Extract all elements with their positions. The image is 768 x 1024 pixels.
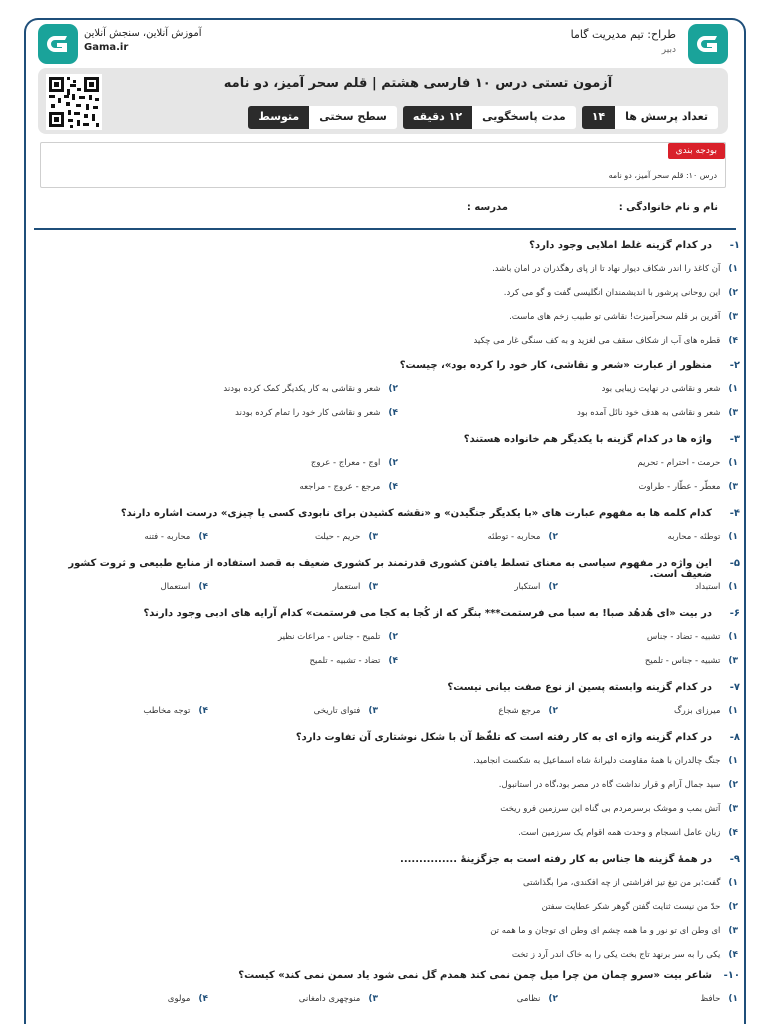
option-text: مولوی: [167, 994, 191, 1004]
option-number: ۲): [728, 902, 738, 912]
question-number: -۳: [729, 434, 740, 445]
question-item: [40, 558, 740, 592]
option-text: آتش بمب و موشک برسرمردم بی گناه این سرزمین فرو ریخت: [500, 804, 721, 814]
option-number: ۴): [388, 482, 398, 492]
header-divider: [34, 228, 736, 230]
answer-option[interactable]: [645, 656, 738, 666]
option-text: فتوای تاریخی: [313, 706, 361, 716]
option-text: یکی را به سر برنهد تاج بخت یکی را به خاک اندر آرد ز تخت: [511, 950, 721, 960]
answer-option[interactable]: [518, 828, 738, 838]
option-text: شعر و نقاشی کار خود را تمام کرده بودند: [235, 408, 381, 418]
option-number: ۱): [728, 756, 738, 766]
option-number: ۲): [548, 994, 558, 1004]
question-number: -۸: [729, 732, 740, 743]
option-number: ۲): [728, 288, 738, 298]
student-name-label: نام و نام خانوادگی :: [618, 202, 718, 213]
question-number: -۶: [729, 608, 740, 619]
budget-text: درس ۱۰: قلم سحر آمیز، دو نامه: [608, 171, 717, 180]
answer-option[interactable]: [542, 902, 738, 912]
answer-option[interactable]: [695, 582, 738, 592]
answer-option[interactable]: [490, 926, 738, 936]
chip-label: سطح سختی: [309, 106, 397, 129]
option-number: ۳): [728, 312, 738, 322]
question-text: در کدام گزینه واژه ای به کار رفته است که تلفّظ آن با شکل نوشتاری آن تفاوت دارد؟: [295, 732, 712, 743]
chip-duration: [403, 106, 576, 129]
answer-option[interactable]: [310, 656, 398, 666]
answer-option[interactable]: [577, 408, 738, 418]
option-text: معطّر - عطّار - طراوت: [638, 482, 721, 492]
chip-label: تعداد پرسش ها: [615, 106, 718, 129]
question-number: -۷: [729, 682, 740, 693]
chip-question-count: [582, 106, 718, 129]
option-text: اوج - معراج - عروج: [310, 458, 381, 468]
question-number: -۱۰: [723, 970, 740, 981]
chip-value: ۱۴: [582, 106, 615, 129]
question-stem: [40, 970, 740, 981]
question-text: در همهٔ گزینه ها جناس به کار رفته است به جزگزینهٔ ...............: [400, 854, 712, 865]
question-stem: [40, 558, 740, 580]
option-number: ۴): [728, 336, 738, 346]
option-number: ۲): [388, 458, 398, 468]
answer-option[interactable]: [299, 994, 378, 1004]
question-stem: [40, 608, 740, 619]
option-number: ۳): [368, 532, 378, 542]
budget-tag: بودجه بندی: [668, 143, 725, 159]
option-number: ۳): [368, 994, 378, 1004]
option-number: ۱): [728, 458, 738, 468]
question-text: در کدام گزینه وابسته پسین از نوع صفت بیانی نیست؟: [447, 682, 712, 693]
designer-role: دبیر: [661, 45, 676, 55]
answer-option[interactable]: [602, 384, 738, 394]
chip-label: مدت پاسخگویی: [472, 106, 576, 129]
option-number: ۳): [728, 408, 738, 418]
answer-option[interactable]: [311, 458, 398, 468]
option-text: تشبیه - جناس - تلمیح: [644, 656, 721, 666]
question-item: [40, 970, 740, 1004]
option-number: ۲): [728, 780, 738, 790]
answer-option[interactable]: [498, 706, 558, 716]
answer-option[interactable]: [143, 706, 208, 716]
option-text: حرمت - احترام - تحریم: [637, 458, 721, 468]
question-stem: [40, 240, 740, 251]
option-number: ۴): [198, 994, 208, 1004]
answer-option[interactable]: [473, 756, 738, 766]
option-text: شعر و نقاشی در نهایت زیبایی بود: [601, 384, 721, 394]
question-stem: [40, 682, 740, 693]
answer-option[interactable]: [488, 532, 558, 542]
question-text: کدام کلمه ها به مفهوم عبارت های «با یکدیگر جنگیدن» و «نقشه کشیدن برای نابودی کسی یا چیزی» درست اشاره دارند؟: [120, 508, 712, 519]
option-text: مرجع - عروج - مراجعه: [299, 482, 381, 492]
question-number: -۹: [729, 854, 740, 865]
option-number: ۲): [548, 582, 558, 592]
option-text: نظامی: [516, 994, 541, 1004]
answer-option[interactable]: [523, 878, 738, 888]
option-text: حریم - حیلت: [314, 532, 361, 542]
question-item: [40, 854, 740, 960]
option-number: ۱): [728, 632, 738, 642]
option-text: زبان عامل انسجام و وحدت همه اقوام یک سرزمین است.: [518, 828, 721, 838]
budget-box: [40, 142, 726, 188]
option-number: ۳): [728, 926, 738, 936]
answer-option[interactable]: [168, 994, 208, 1004]
question-item: [40, 682, 740, 716]
answer-option[interactable]: [314, 706, 378, 716]
question-item: [40, 240, 740, 346]
option-number: ۱): [728, 384, 738, 394]
option-text: توطئه - محاربه: [667, 532, 721, 542]
exam-chips: [248, 106, 718, 129]
question-text: در کدام گزینه غلط املایی وجود دارد؟: [529, 240, 712, 251]
option-text: استکبار: [514, 582, 541, 592]
option-number: ۱): [728, 532, 738, 542]
option-text: تشبیه - تضاد - جناس: [646, 632, 721, 642]
question-stem: [40, 732, 740, 743]
question-number: -۴: [729, 508, 740, 519]
option-text: حدّ من نیست ثنایت گفتن گوهر شکر عطایت سفتن: [541, 902, 721, 912]
answer-option[interactable]: [278, 632, 398, 642]
question-text: در بیت «ای هُدهُد صبا! به سبا می فرستمت*** بنگر که از کُجا به کجا می فرستمت» کدام آرایه های ادبی وجود دارند؟: [143, 608, 712, 619]
exam-title: آزمون تستی درس ۱۰ فارسی هشتم | قلم سحر آمیز، دو نامه: [223, 76, 613, 91]
site-title: آموزش آنلاین، سنجش آنلاین: [84, 28, 202, 39]
chip-value: ۱۲ دقیقه: [403, 106, 472, 129]
page-header: [30, 22, 732, 68]
option-number: ۳): [368, 582, 378, 592]
option-number: ۴): [198, 706, 208, 716]
option-number: ۱): [728, 878, 738, 888]
option-number: ۲): [388, 384, 398, 394]
question-text: شاعر بیت «سرو چمان من چرا میل چمن نمی کند همدم گل نمی شود یاد سمن نمی کند» کیست؟: [238, 970, 712, 981]
question-text: این واژه در مفهوم سیاسی به معنای تسلط یافتن کشوری قدرتمند بر کشوری ضعیف به قصد استفاده از منابع طبیعی و ثروت کشور ضعیف است.: [68, 558, 712, 580]
answer-option[interactable]: [499, 780, 738, 790]
option-number: ۳): [368, 706, 378, 716]
answer-option[interactable]: [315, 532, 378, 542]
question-stem: [40, 508, 740, 519]
option-text: ای وطن ای تو نور و ما همه چشم ای وطن ای توجان و ما همه تن: [490, 926, 721, 936]
answer-option[interactable]: [223, 384, 398, 394]
option-text: آن کاغذ را اندر شکاف دیوار نهاد تا از پای رهگذران در امان باشد.: [492, 264, 721, 274]
option-text: شعر و نقاشی به هدف خود نائل آمده بود: [577, 408, 721, 418]
option-number: ۴): [198, 582, 208, 592]
option-text: تضاد - تشبیه - تلمیح: [309, 656, 381, 666]
option-number: ۴): [388, 656, 398, 666]
option-text: محاربه - توطئه: [487, 532, 541, 542]
chip-difficulty: [248, 106, 396, 129]
option-text: این روحانی پرشور با اندیشمندان انگلیسی گفت و گو می کرد.: [503, 288, 721, 298]
question-item: [40, 508, 740, 542]
question-text: منظور از عبارت «شعر و نقاشی، کار خود را کرده بود»، چیست؟: [399, 360, 712, 371]
option-text: گفت:بر من تیغ تیز افراشتی از چه افکندی، مرا بگذاشتی: [523, 878, 721, 888]
option-number: ۴): [198, 532, 208, 542]
option-text: میرزای بزرگ: [673, 706, 721, 716]
answer-option[interactable]: [517, 994, 558, 1004]
option-text: منوچهری دامغانی: [298, 994, 361, 1004]
answer-option[interactable]: [700, 994, 738, 1004]
option-number: ۱): [728, 582, 738, 592]
option-text: استبداد: [695, 582, 721, 592]
answer-option[interactable]: [235, 408, 398, 418]
option-text: توجه مخاطب: [143, 706, 191, 716]
option-number: ۴): [388, 408, 398, 418]
option-text: قطره های آب از شکاف سقف می لغزید و به کف سنگی غار می چکید: [473, 336, 721, 346]
option-number: ۳): [728, 482, 738, 492]
question-number: -۱: [729, 240, 740, 251]
question-stem: [40, 360, 740, 371]
answer-option[interactable]: [144, 532, 208, 542]
answer-option[interactable]: [473, 336, 738, 346]
answer-option[interactable]: [333, 582, 378, 592]
school-label: مدرسه :: [466, 202, 508, 213]
question-item: [40, 434, 740, 492]
answer-option[interactable]: [492, 264, 738, 274]
question-item: [40, 608, 740, 666]
answer-option[interactable]: [509, 312, 738, 322]
option-text: استعمال: [160, 582, 191, 592]
option-text: مرجع شجاع: [498, 706, 541, 716]
designer-line: طراح: تیم مدیریت گاما: [570, 28, 676, 41]
option-number: ۳): [728, 804, 738, 814]
answer-option[interactable]: [300, 482, 398, 492]
question-item: [40, 732, 740, 838]
option-number: ۱): [728, 994, 738, 1004]
option-number: ۳): [728, 656, 738, 666]
option-text: حافظ: [700, 994, 721, 1004]
question-number: -۲: [729, 360, 740, 371]
option-number: ۲): [548, 706, 558, 716]
option-number: ۲): [388, 632, 398, 642]
option-number: ۴): [728, 828, 738, 838]
option-text: تلمیح - جناس - مراعات نظیر: [277, 632, 381, 642]
option-text: سید جمال آرام و قرار نداشت گاه در مصر بود،گاه در استانبول.: [498, 780, 721, 790]
option-number: ۴): [728, 950, 738, 960]
answer-option[interactable]: [647, 632, 738, 642]
option-number: ۲): [548, 532, 558, 542]
option-number: ۱): [728, 264, 738, 274]
gama-logo-icon: [688, 24, 728, 64]
answer-option[interactable]: [638, 458, 738, 468]
option-text: جنگ چالدران با همهٔ مقاومت دلیرانهٔ شاه اسماعیل به شکست انجامید.: [473, 756, 721, 766]
site-url[interactable]: Gama.ir: [84, 42, 129, 53]
answer-option[interactable]: [161, 582, 208, 592]
exam-info-panel: [38, 68, 728, 134]
question-number: -۵: [729, 558, 740, 569]
answer-option[interactable]: [674, 706, 738, 716]
question-item: [40, 360, 740, 418]
option-text: آفرین بر قلم سحرآمیزت! نقاشی تو طبیب زخم های ماست.: [509, 312, 721, 322]
answer-option[interactable]: [512, 950, 738, 960]
question-text: واژه ها در کدام گزینه با یکدیگر هم خانواده هستند؟: [463, 434, 712, 445]
option-text: شعر و نقاشی به کار یکدیگر کمک کرده بودند: [223, 384, 381, 394]
question-stem: [40, 854, 740, 865]
answer-option[interactable]: [668, 532, 738, 542]
question-stem: [40, 434, 740, 445]
option-number: ۱): [728, 706, 738, 716]
chip-value: متوسط: [248, 106, 309, 129]
site-info: [84, 28, 202, 53]
option-text: محاربه - فتنه: [144, 532, 191, 542]
designer-info: [571, 28, 676, 55]
answer-option[interactable]: [638, 482, 738, 492]
option-text: استعمار: [332, 582, 361, 592]
qr-code-icon[interactable]: [46, 74, 102, 130]
answer-option[interactable]: [504, 288, 738, 298]
gama-logo-icon: [38, 24, 78, 64]
answer-option[interactable]: [500, 804, 738, 814]
answer-option[interactable]: [514, 582, 558, 592]
